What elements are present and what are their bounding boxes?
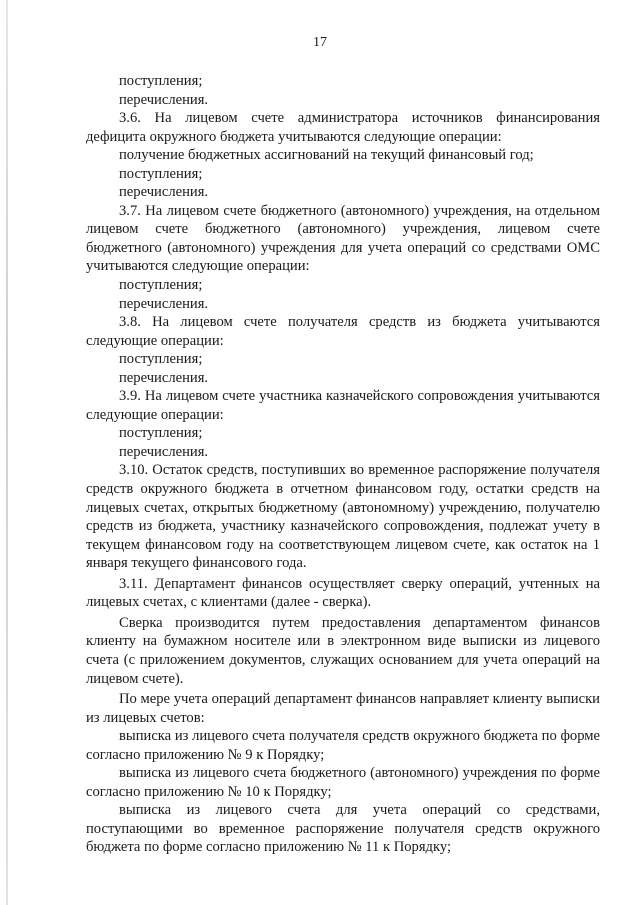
paragraph-transfers: перечисления. xyxy=(119,91,209,108)
paragraph-receipts: поступления; xyxy=(119,165,203,182)
paragraph-3-6: 3.6. На лицевом счете администратора источников финансирования дефицита окружного бюджета учитываются следующие операции: xyxy=(86,110,600,145)
paragraph-statements-intro: По мере учета операций департамент финансов направляет клиенту выписки из лицевых счетов: xyxy=(86,691,600,726)
document-body xyxy=(86,72,600,857)
paragraph-3-11: 3.11. Департамент финансов осуществляет сверку операций, учтенных на лицевых счетах, с клиентами (далее - сверка). xyxy=(86,575,600,611)
paragraph-3-9: 3.9. На лицевом счете участника казначейского сопровождения учитываются следующие операции: xyxy=(86,388,600,423)
paragraph-transfers: перечисления. xyxy=(119,443,209,460)
paragraph-receipts: поступления; xyxy=(119,277,203,294)
paragraph-receipts: поступления; xyxy=(119,73,203,89)
paragraph-transfers: перечисления. xyxy=(119,369,209,386)
paragraph-3-7: 3.7. На лицевом счете бюджетного (автономного) учреждения, на отдельном лицевом счете бюджетного (автономного) учреждения, лицевом счете бюджетного (автономного) учреждения для учета операций со средствами ОМС учитываются следующие операции: xyxy=(86,202,600,275)
paragraph-statement-form-11: выписка из лицевого счета для учета операций со средствами, поступающими во временное распоряжение получателя средств окружного бюджета по форме согласно приложению № 11 к Порядку; xyxy=(86,802,600,856)
paragraph-reconciliation: Сверка производится путем предоставления департаментом финансов клиенту на бумажном носителе или в электронном виде выписки из лицевого счета (с приложением документов, служащих основанием для учета операций на лицевом счете). xyxy=(86,614,600,687)
paragraph-transfers: перечисления. xyxy=(119,295,209,312)
paragraph-statement-form-10: выписка из лицевого счета бюджетного (автономного) учреждения по форме согласно приложению № 10 к Порядку; xyxy=(86,765,600,800)
paragraph-statement-form-9: выписка из лицевого счета получателя средств окружного бюджета по форме согласно приложению № 9 к Порядку; xyxy=(86,728,600,763)
paragraph-budget-allocations: получение бюджетных ассигнований на текущий финансовый год; xyxy=(119,147,534,164)
paragraph-3-8: 3.8. На лицевом счете получателя средств из бюджета учитываются следующие операции: xyxy=(86,314,600,349)
page-number: 17 xyxy=(313,35,327,50)
paragraph-receipts: поступления; xyxy=(119,351,203,368)
paragraph-3-10: 3.10. Остаток средств, поступивших во временное распоряжение получателя средств окружного бюджета в отчетном финансовом году, остатки средств на лицевых счетах, открытых бюджетному (автономному) учреждению, получателю средств из бюджета, участнику казначейского сопровождения, подлежат учету в текущем финансовом году на соответствующем лицевом счете, как остаток на 1 января текущего финансового года. xyxy=(86,462,600,572)
paragraph-receipts: поступления; xyxy=(119,425,203,442)
paragraph-transfers: перечисления. xyxy=(119,184,209,201)
page-edge-shadow xyxy=(6,0,8,905)
